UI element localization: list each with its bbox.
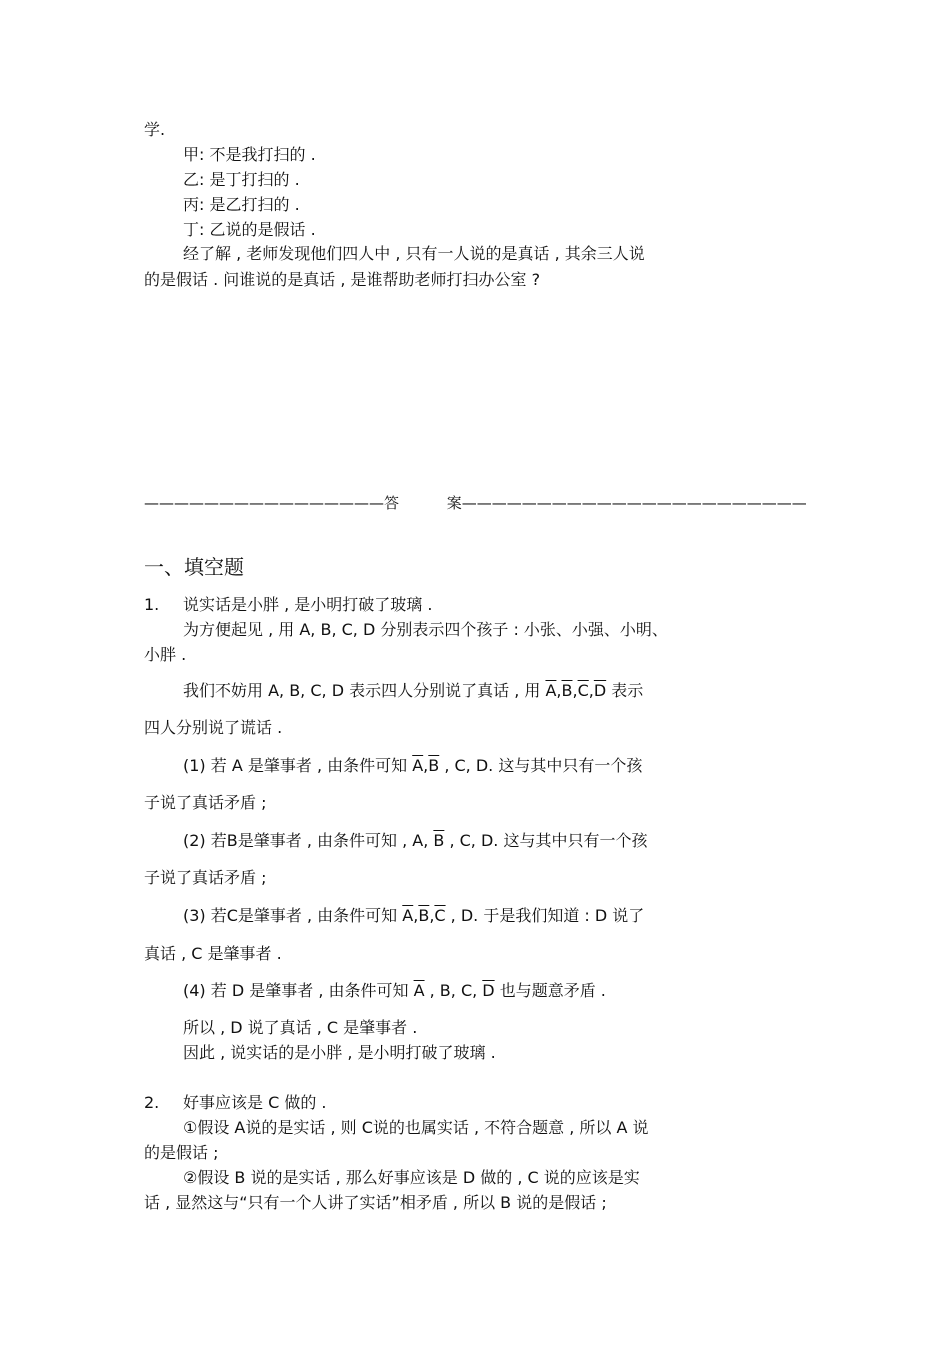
comma: , [556, 681, 562, 700]
not-a: $\overline{A}$ [412, 756, 424, 775]
case-3-line-1 [183, 906, 644, 926]
statement-jia: 甲: 不是我打扫的 . [183, 145, 316, 164]
case-3-text-end: , D. 于是我们知道 : D 说了 [445, 906, 645, 925]
conclusion-therefore: 因此 , 说实话的是小胖 , 是小明打破了玻璃 . [183, 1043, 496, 1062]
q1-number: 1. [144, 595, 160, 614]
comma: , [429, 906, 435, 925]
case-2-line-2: 子说了真话矛盾 ; [144, 868, 267, 887]
not-b: $\overline{B}$ [561, 681, 573, 700]
case-4-text: (4) 若 D 是肇事者 , 由条件可知 [183, 981, 414, 1000]
comma: , [572, 681, 578, 700]
q1-line-4-text: 我们不妨用 A, B, C, D 表示四人分别说了真话 , 用 [183, 681, 546, 700]
q1-line-4 [183, 681, 643, 701]
problem-line-0: 学. [144, 120, 166, 139]
case-1-text: (1) 若 A 是肇事者 , 由条件可知 [183, 756, 413, 775]
statement-yi: 乙: 是丁打扫的 . [183, 170, 300, 189]
answer-da: 答 [384, 494, 400, 512]
q1-line-3: 小胖 . [144, 645, 187, 664]
not-c: $\overline{C}$ [434, 906, 446, 925]
q1-line-2: 为方便起见 , 用 A, B, C, D 分别表示四个孩子 : 小张、小强、小明、 [183, 620, 668, 639]
q2-number: 2. [144, 1093, 160, 1112]
not-d: $\overline{D}$ [593, 681, 607, 700]
not-a: $\overline{A}$ [402, 906, 414, 925]
statement-ding: 丁: 乙说的是假话 . [183, 220, 316, 239]
q1-line-5: 四人分别说了谎话 . [144, 718, 283, 737]
case-2-text-end: , C, D. 这与其中只有一个孩 [444, 831, 648, 850]
not-a: $\overline{A}$ [413, 981, 425, 1000]
comma: , [413, 906, 419, 925]
q2-line-4: ②假设 B 说的是实话 , 那么好事应该是 D 做的 , C 说的应该是实 [183, 1168, 640, 1187]
q2-line-3: 的是假话 ; [144, 1143, 219, 1162]
statement-bing: 丙: 是乙打扫的 . [183, 195, 300, 214]
problem-paragraph-line-1: 经了解 , 老师发现他们四人中 , 只有一人说的是真话 , 其余三人说 [183, 244, 645, 263]
not-c: $\overline{C}$ [577, 681, 589, 700]
problem-paragraph-line-2: 的是假话 . 问谁说的是真话 , 是谁帮助老师打扫办公室 ? [144, 270, 541, 289]
case-1-line-1 [183, 756, 642, 776]
case-2-line-1 [183, 831, 647, 851]
not-d: $\overline{D}$ [482, 981, 495, 1000]
conclusion-so: 所以 , D 说了真话 , C 是肇事者 . [183, 1018, 418, 1037]
case-1-line-2: 子说了真话矛盾 ; [144, 793, 267, 812]
q2-answer: 好事应该是 C 做的 . [183, 1093, 327, 1112]
case-2-text: (2) 若B是肇事者 , 由条件可知 , A, [183, 831, 434, 850]
not-b: $\overline{B}$ [428, 756, 440, 775]
q2-line-5: 话 , 显然这与“只有一个人讲了实话”相矛盾 , 所以 B 说的是假话 ; [144, 1193, 607, 1212]
q2-line-2: ①假设 A说的是实话 , 则 C说的也属实话 , 不符合题意 , 所以 A 说 [183, 1118, 649, 1137]
comma: , [588, 681, 594, 700]
not-b: $\overline{B}$ [433, 831, 445, 850]
case-4-text-end: 也与题意矛盾 . [494, 981, 606, 1000]
not-a: $\overline{A}$ [545, 681, 557, 700]
case-1-text-end: , C, D. 这与其中只有一个孩 [439, 756, 643, 775]
answer-an: 案 [446, 494, 462, 512]
q1-line-4-end: 表示 [606, 681, 644, 700]
comma: , [423, 756, 429, 775]
q1-answer: 说实话是小胖 , 是小明打破了玻璃 . [183, 595, 433, 614]
answer-separator [144, 492, 807, 512]
section-title: 一、填空题 [144, 555, 244, 579]
case-3-line-2: 真话 , C 是肇事者 . [144, 944, 282, 963]
case-4-line-1 [183, 981, 606, 1001]
not-b: $\overline{B}$ [418, 906, 430, 925]
case-3-text: (3) 若C是肇事者 , 由条件可知 [183, 906, 403, 925]
case-4-text-mid: , B, C, [424, 981, 483, 1000]
dash-right: ——————————————————————— [461, 494, 807, 512]
dash-left: ———————————————— [144, 494, 384, 512]
